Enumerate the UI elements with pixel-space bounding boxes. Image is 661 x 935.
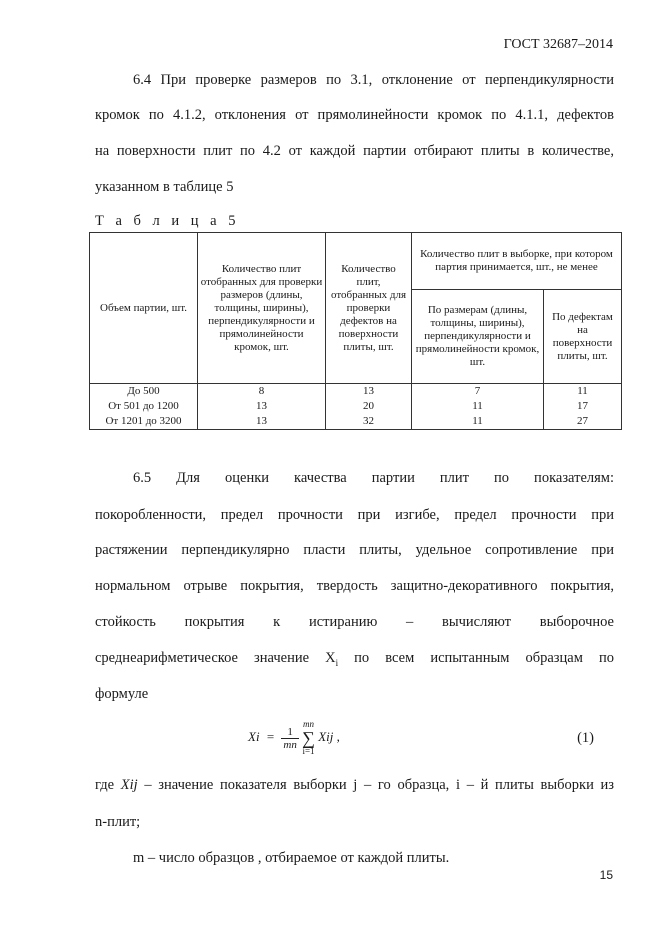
- subscript-i: i: [335, 657, 339, 668]
- where-definition: – значение показателя выборки j – го образца, i – й плиты выборки из: [137, 777, 614, 793]
- col-header-by-defects: По дефектам на поверхности плиты, шт.: [544, 290, 622, 384]
- p65-line-4: нормальном отрыве покрытия, твердость защитно-декоративного покрытия,: [95, 578, 614, 594]
- where-line-1: [95, 777, 614, 794]
- p65-line-5: стойкость покрытия к истиранию – вычисляют выборочное: [95, 614, 614, 630]
- p65-line-7: формуле: [95, 686, 149, 702]
- table-cell: 7: [412, 384, 544, 400]
- page-number: 15: [599, 868, 613, 882]
- table-cell: 32: [326, 414, 412, 430]
- table-cell: 20: [326, 399, 412, 414]
- table-cell: 11: [544, 384, 622, 400]
- table-row: [90, 399, 622, 414]
- formula-equals: =: [266, 728, 275, 744]
- p64-line-3: на поверхности плит по 4.2 от каждой партии отбирают плиты в количестве,: [95, 143, 614, 159]
- p65-line-6-end: по всем испытанным образцам по: [338, 650, 614, 666]
- p64-line-2: кромок по 4.1.2, отклонения от прямолинейности кромок по 4.1.1, дефектов: [95, 107, 614, 123]
- table-cell: От 1201 до 3200: [90, 414, 198, 430]
- formula-1: [248, 720, 340, 756]
- formula-lhs: Xi: [248, 728, 260, 744]
- p64-line-1: 6.4 При проверке размеров по 3.1, отклонение от перпендикулярности: [133, 72, 614, 88]
- table-cell: От 501 до 1200: [90, 399, 198, 414]
- fraction-denominator: mn: [283, 738, 297, 751]
- p65-line-6-start: среднеарифметическое значение X: [95, 650, 336, 666]
- table-cell: 17: [544, 399, 622, 414]
- p65-line-6: [95, 650, 614, 668]
- table-cell: 13: [326, 384, 412, 400]
- table-row: [90, 414, 622, 430]
- table-cell: 13: [198, 414, 326, 430]
- table-caption: Т а б л и ц а 5: [95, 213, 240, 229]
- fraction-numerator: 1: [281, 726, 298, 739]
- where-line-3: m – число образцов , отбираемое от каждой плиты.: [133, 850, 450, 866]
- sum-upper-limit: mn: [303, 719, 315, 729]
- table-cell: До 500: [90, 384, 198, 400]
- document-header: ГОСТ 32687–2014: [503, 37, 613, 52]
- sum-lower-limit: i=1: [302, 746, 315, 756]
- table-cell: 11: [412, 399, 544, 414]
- equation-number: (1): [577, 730, 594, 746]
- p65-line-3: растяжении перпендикулярно пласти плиты, удельное сопротивление при: [95, 542, 614, 558]
- where-variable: Xij: [120, 777, 138, 793]
- table-cell: 27: [544, 414, 622, 430]
- formula-term: Xij: [318, 728, 334, 744]
- table-cell: 11: [412, 414, 544, 430]
- sigma-icon: ∑: [302, 728, 315, 748]
- col-header-acceptance: Количество плит в выборке, при котором партия принимается, шт., не менее: [412, 233, 622, 290]
- table-cell: 13: [198, 399, 326, 414]
- where-line-2: n-плит;: [95, 814, 141, 830]
- p65-line-1: 6.5 Для оценки качества партии плит по показателям:: [133, 470, 614, 486]
- formula-fraction: [281, 726, 298, 751]
- summation: [302, 720, 315, 756]
- col-header-sampled-defects: Количество плит, отобранных для проверки дефектов на поверхности плиты, шт.: [326, 233, 412, 384]
- p64-line-4: указанном в таблице 5: [95, 179, 234, 195]
- table-5: [89, 232, 622, 430]
- col-header-lot-volume: Объем партии, шт.: [90, 233, 198, 384]
- p65-line-2: покоробленности, предел прочности при изгибе, предел прочности при: [95, 507, 614, 523]
- col-header-sampled-dimensions: Количество плит отобранных для проверки размеров (длины, толщины, ширины), перпендикулярности и прямолинейности кромок, шт.: [198, 233, 326, 384]
- formula-tail: ,: [333, 728, 340, 744]
- col-header-by-dimensions: По размерам (длины, толщины, ширины), перпендикулярности и прямолинейности кромок, шт.: [412, 290, 544, 384]
- table-row: [90, 384, 622, 400]
- table-cell: 8: [198, 384, 326, 400]
- where-prefix: где: [95, 777, 121, 793]
